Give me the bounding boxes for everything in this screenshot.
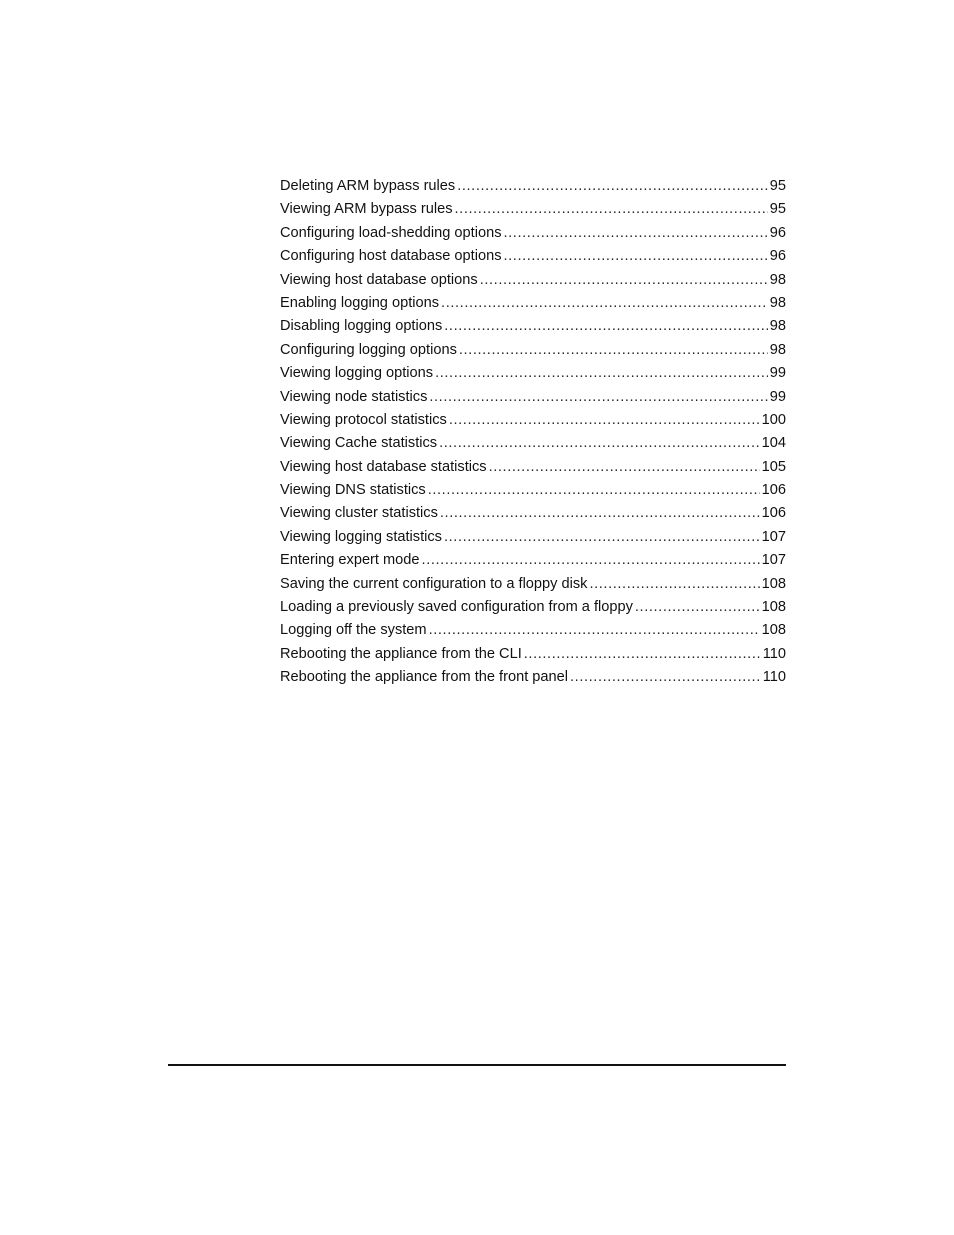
toc-entry[interactable] [280, 245, 786, 268]
toc-entry[interactable] [280, 362, 786, 385]
toc-entry-page: 98 [769, 294, 786, 311]
toc-entry[interactable] [280, 619, 786, 642]
toc-entry-page: 108 [761, 622, 786, 639]
dot-leader [440, 502, 760, 525]
toc-entry-title: Viewing node statistics [280, 388, 428, 405]
toc-entry[interactable] [280, 573, 786, 596]
toc-entry[interactable] [280, 409, 786, 432]
dot-leader [504, 245, 768, 268]
toc-entry[interactable] [280, 549, 786, 572]
toc-entry[interactable] [280, 269, 786, 292]
toc-entry-title: Viewing host database options [280, 271, 478, 288]
toc-entry-page: 99 [769, 365, 786, 382]
toc-entry-page: 105 [761, 458, 786, 475]
toc-entry[interactable] [280, 386, 786, 409]
toc-entry-page: 110 [762, 669, 786, 686]
toc-entry[interactable] [280, 315, 786, 338]
toc-entry-title: Entering expert mode [280, 552, 420, 569]
dot-leader [489, 456, 760, 479]
toc-entry[interactable] [280, 479, 786, 502]
toc-entry-page: 107 [761, 528, 786, 545]
dot-leader [459, 339, 768, 362]
dot-leader [429, 386, 767, 409]
toc-entry[interactable] [280, 339, 786, 362]
toc-entry-page: 98 [769, 318, 786, 335]
toc-entry-title: Viewing logging options [280, 365, 434, 382]
dot-leader [524, 643, 761, 666]
toc-entry-title: Configuring load-shedding options [280, 224, 502, 241]
toc-entry[interactable] [280, 432, 786, 455]
toc-entry-title: Viewing ARM bypass rules [280, 201, 453, 218]
dot-leader [480, 269, 768, 292]
toc-entry[interactable] [280, 292, 786, 315]
toc-entry-page: 98 [769, 271, 786, 288]
dot-leader [435, 362, 768, 385]
dot-leader [457, 175, 768, 198]
toc-entry-page: 108 [761, 599, 786, 616]
dot-leader [422, 549, 760, 572]
toc-entry[interactable] [280, 526, 786, 549]
dot-leader [635, 596, 760, 619]
toc-entry-title: Configuring host database options [280, 248, 502, 265]
dot-leader [441, 292, 768, 315]
toc-entry-title: Rebooting the appliance from the front panel [280, 669, 569, 686]
toc-entry-title: Viewing cluster statistics [280, 505, 438, 522]
toc-entry-title: Viewing logging statistics [280, 528, 442, 545]
dot-leader [570, 666, 761, 689]
toc-entry[interactable] [280, 666, 786, 689]
toc-entry-title: Enabling logging options [280, 294, 440, 311]
toc-entry-title: Logging off the system [280, 622, 427, 639]
dot-leader [449, 409, 760, 432]
toc-entry[interactable] [280, 502, 786, 525]
dot-leader [444, 315, 768, 338]
toc-entry-page: 96 [769, 224, 786, 241]
toc-entry-title: Viewing Cache statistics [280, 435, 438, 452]
dot-leader [589, 573, 759, 596]
toc-entry-page: 106 [761, 505, 786, 522]
dot-leader [455, 198, 768, 221]
toc-entry[interactable] [280, 175, 786, 198]
dot-leader [428, 479, 760, 502]
footer-rule [168, 1064, 786, 1066]
toc-entry[interactable] [280, 222, 786, 245]
toc-entry[interactable] [280, 643, 786, 666]
toc-entry-page: 107 [761, 552, 786, 569]
toc-entry-page: 98 [769, 341, 786, 358]
table-of-contents [280, 175, 786, 690]
toc-entry[interactable] [280, 596, 786, 619]
toc-entry-title: Viewing protocol statistics [280, 411, 447, 428]
dot-leader [429, 619, 760, 642]
toc-entry-title: Loading a previously saved configuration from a floppy [280, 599, 633, 616]
dot-leader [444, 526, 760, 549]
toc-entry-title: Saving the current configuration to a floppy disk [280, 575, 588, 592]
toc-entry-page: 104 [761, 435, 786, 452]
toc-entry-page: 108 [761, 575, 786, 592]
toc-entry-page: 110 [762, 645, 786, 662]
toc-entry[interactable] [280, 198, 786, 221]
toc-entry-page: 100 [761, 411, 786, 428]
toc-entry-page: 95 [769, 178, 786, 194]
toc-entry-page: 106 [761, 482, 786, 499]
toc-entry-page: 99 [769, 388, 786, 405]
toc-entry-title: Viewing DNS statistics [280, 482, 426, 499]
dot-leader [504, 222, 768, 245]
toc-entry-title: Deleting ARM bypass rules [280, 178, 456, 194]
toc-entry-title: Viewing host database statistics [280, 458, 487, 475]
toc-entry[interactable] [280, 456, 786, 479]
toc-entry-page: 95 [769, 201, 786, 218]
toc-entry-title: Configuring logging options [280, 341, 457, 358]
toc-entry-title: Rebooting the appliance from the CLI [280, 645, 522, 662]
dot-leader [439, 432, 760, 455]
toc-entry-page: 96 [769, 248, 786, 265]
toc-entry-title: Disabling logging options [280, 318, 443, 335]
